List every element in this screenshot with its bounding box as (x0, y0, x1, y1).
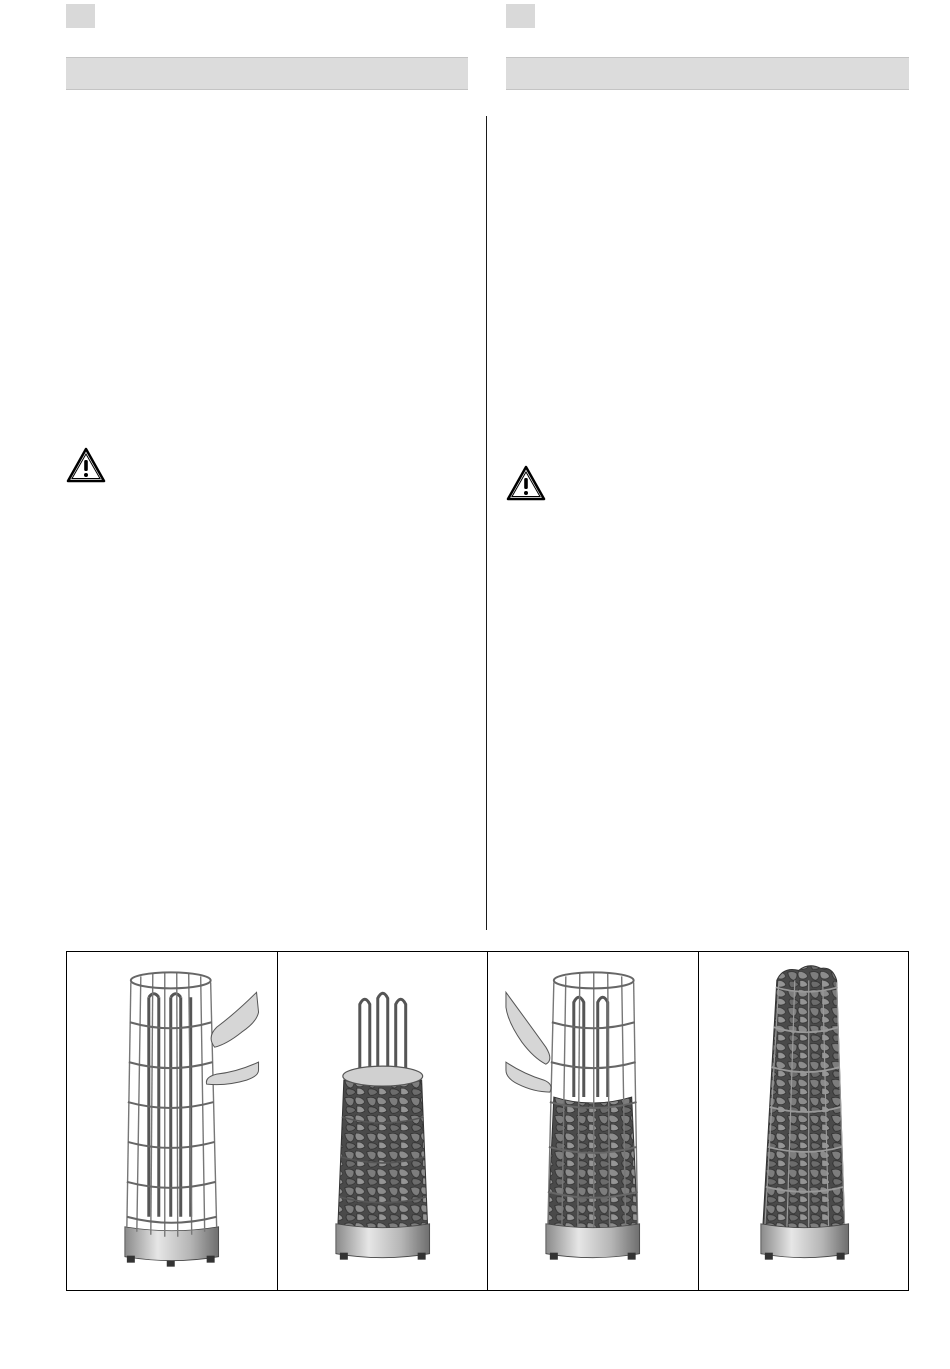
figure-heater-cage-closing (488, 952, 699, 1290)
heater-figure (699, 952, 909, 1290)
warning-triangle-icon (506, 465, 546, 501)
section-heading-left (66, 57, 468, 90)
language-marker-left (66, 4, 95, 28)
figure-heater-stones-lower (278, 952, 489, 1290)
figure-heater-stones-full (699, 952, 909, 1290)
heater-figure (278, 952, 488, 1290)
language-marker-right (506, 4, 535, 28)
heater-figure (488, 952, 698, 1290)
heater-figure (67, 952, 277, 1290)
warning-triangle-icon (66, 447, 106, 483)
figure-heater-cage-open (67, 952, 278, 1290)
column-divider (486, 116, 487, 930)
section-heading-right (506, 57, 909, 90)
figure-strip (66, 951, 909, 1291)
